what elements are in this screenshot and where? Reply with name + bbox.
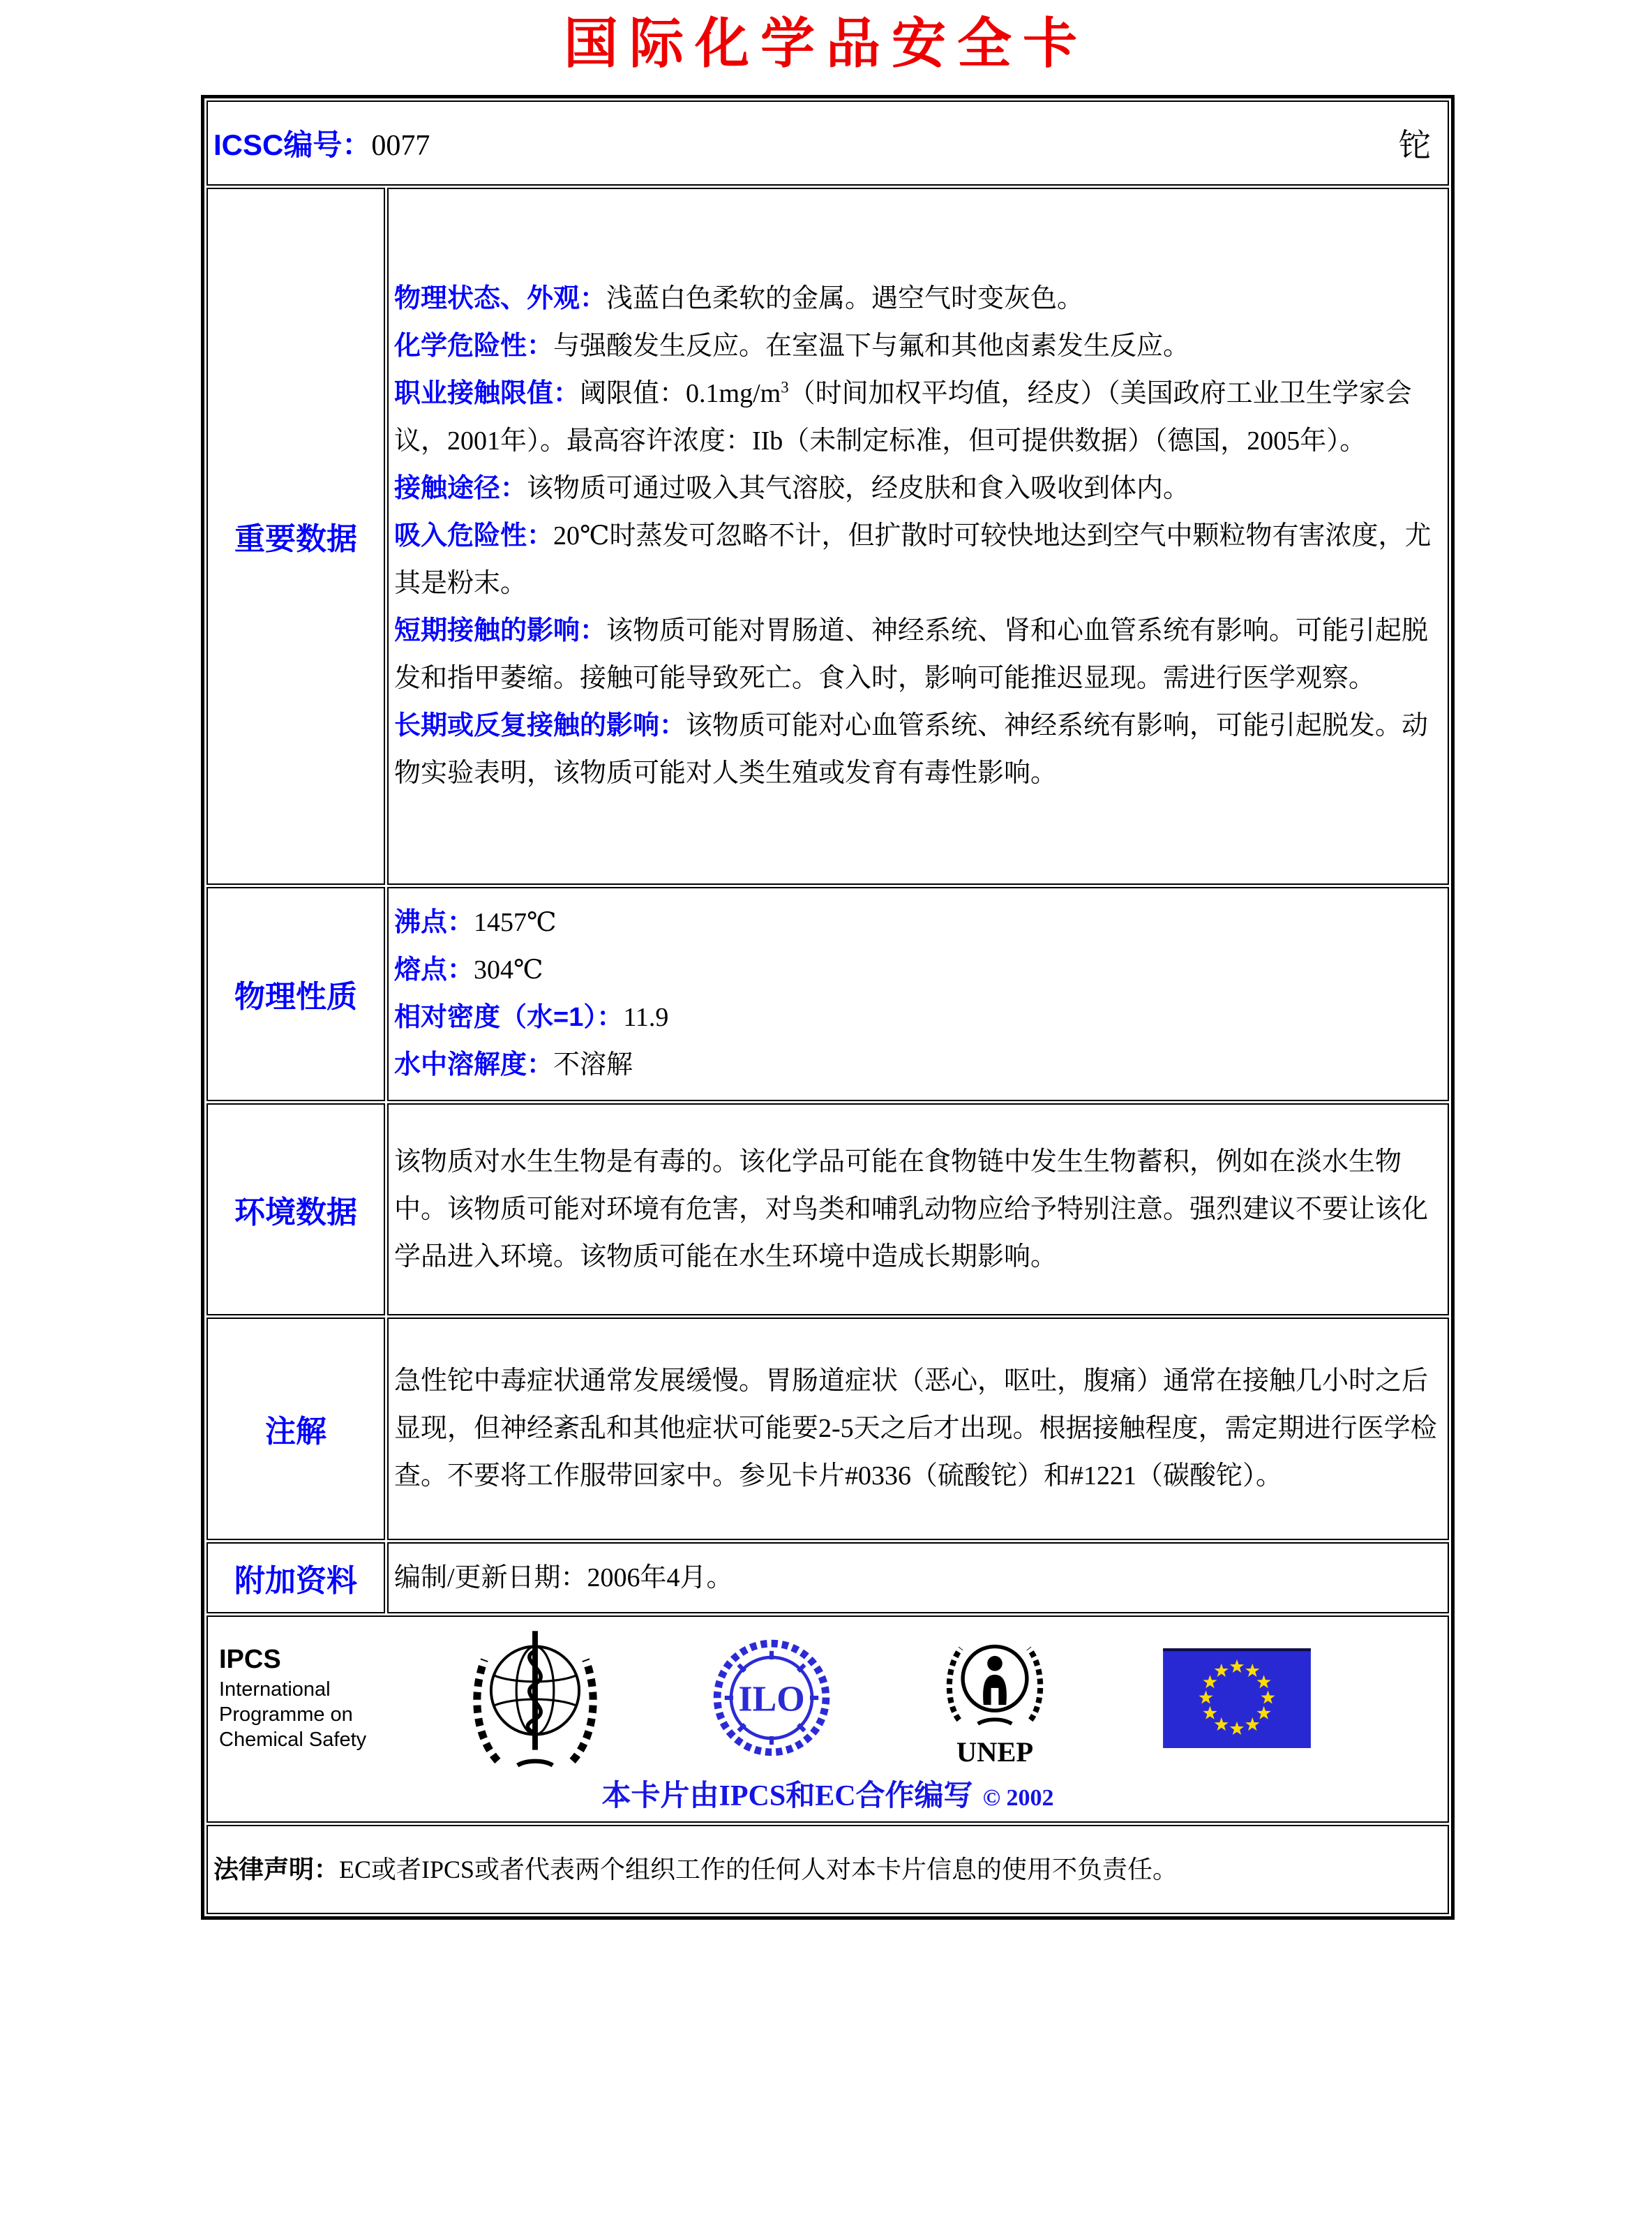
- legal-notice-text: EC或者IPCS或者代表两个组织工作的任何人对本卡片信息的使用不负责任。: [339, 1855, 1178, 1883]
- field-text-after: （时间加权平均值，经皮）（美国政府工业卫生学家会议，2001年）。最高容许浓度：IIb（未制定标准，但可提供数据）（德国，2005年）。: [394, 379, 1412, 456]
- ipcs-acronym: IPCS: [219, 1645, 281, 1675]
- legal-notice-cell: [206, 1825, 1449, 1914]
- footer-caption: [215, 1773, 1441, 1814]
- logos-cell: [206, 1615, 1449, 1823]
- icsc-card-table: [201, 95, 1455, 1920]
- ipcs-name-line: Programme on: [219, 1703, 353, 1726]
- field-label: 接触途径：: [394, 474, 527, 504]
- paragraph-short-term-effects: [394, 607, 1438, 702]
- property-water-solubility: [394, 1041, 1438, 1089]
- who-emblem-icon: [469, 1627, 601, 1770]
- paragraph-inhalation-risk: [394, 512, 1438, 607]
- property-label: 水中溶解度：: [394, 1050, 554, 1080]
- unep-emblem-icon: [938, 1629, 1051, 1766]
- field-label: 职业接触限值：: [394, 379, 580, 409]
- notes-text: 急性铊中毒症状通常发展缓慢。胃肠道症状（恶心，呕吐，腹痛）通常在接触几小时之后显现，但神经紊乱和其他症状可能要2-5天之后才出现。根据接触程度，需定期进行医学检查。不要将工作服带回家中。参见卡片#0336（硫酸铊）和#1221（碳酸铊）。: [394, 1366, 1437, 1491]
- unep-logo-text: UNEP: [956, 1736, 1034, 1767]
- physical-properties-row: [206, 887, 1449, 1101]
- icsc-number-cell: [206, 100, 1449, 186]
- paragraph-chemical-danger: [394, 322, 1438, 370]
- property-label: 熔点：: [394, 955, 474, 985]
- field-label: 化学危险性：: [394, 331, 554, 361]
- ilo-logo-text: ILO: [738, 1679, 805, 1719]
- important-data-content: [387, 188, 1449, 885]
- property-melting-point: [394, 946, 1438, 994]
- section-label-environmental-data: 环境数据: [206, 1103, 385, 1315]
- field-text: 20℃时蒸发可忽略不计，但扩散时可较快地达到空气中颗粒物有害浓度，尤其是粉末。: [394, 521, 1432, 599]
- field-text: 与强酸发生反应。在室温下与氟和其他卤素发生反应。: [553, 331, 1190, 361]
- ipcs-name-line: Chemical Safety: [219, 1729, 367, 1752]
- notes-row: [206, 1318, 1449, 1540]
- field-label: 长期或反复接触的影响：: [394, 711, 686, 741]
- logos-row: [206, 1615, 1449, 1823]
- field-label: 物理状态、外观：: [394, 284, 607, 314]
- paragraph-occupational-limits: [394, 370, 1438, 465]
- notes-content: [387, 1318, 1449, 1540]
- ipcs-name-line: International: [219, 1678, 331, 1701]
- paragraph-exposure-routes: [394, 465, 1438, 512]
- property-value: 11.9: [623, 1003, 669, 1033]
- field-label: 短期接触的影响：: [394, 616, 607, 646]
- section-label-notes: 注解: [206, 1318, 385, 1540]
- additional-info-text: 编制/更新日期：2006年4月。: [394, 1562, 733, 1592]
- property-relative-density: [394, 994, 1438, 1041]
- chemical-name: 铊: [1399, 127, 1431, 163]
- field-text: 该物质可能对心血管系统、神经系统有影响，可能引起脱发。动物实验表明，该物质可能对人类生殖或发育有毒性影响。: [394, 711, 1429, 789]
- icsc-number-label: ICSC编号：: [213, 128, 372, 161]
- legal-notice-row: [206, 1825, 1449, 1914]
- important-data-row: [206, 188, 1449, 885]
- paragraph-long-term-effects: [394, 702, 1438, 797]
- field-label: 吸入危险性：: [394, 521, 554, 551]
- copyright-text: © 2002: [982, 1784, 1054, 1811]
- caption-text: 本卡片由IPCS和EC合作编写: [601, 1779, 973, 1812]
- legal-notice-label: 法律声明：: [213, 1854, 340, 1883]
- additional-info-row: [206, 1542, 1449, 1613]
- superscript-3: 3: [781, 378, 789, 396]
- paragraph-physical-state: [394, 275, 1438, 322]
- physical-properties-content: [387, 887, 1449, 1101]
- property-label: 相对密度（水=1）：: [394, 1003, 624, 1033]
- icsc-number-row: [206, 100, 1449, 186]
- field-text: 该物质可通过吸入其气溶胶，经皮肤和食入吸收到体内。: [527, 474, 1190, 504]
- icsc-number-group: [213, 122, 430, 164]
- property-value: 不溶解: [553, 1050, 633, 1080]
- field-text: 阈限值：0.1mg/m: [580, 379, 781, 409]
- page-title: 国际化学品安全卡: [563, 13, 1088, 74]
- field-text: 该物质可能对胃肠道、神经系统、肾和心血管系统有影响。可能引起脱发和指甲萎缩。接触可能导致死亡。食入时，影响可能推迟显现。需进行医学观察。: [394, 616, 1429, 694]
- additional-info-content: [387, 1542, 1449, 1613]
- field-text: 浅蓝白色柔软的金属。遇空气时变灰色。: [606, 284, 1084, 314]
- property-boiling-point: [394, 899, 1438, 946]
- environmental-data-text: 该物质对水生生物是有毒的。该化学品可能在食物链中发生生物蓄积，例如在淡水生物中。该物质可能对环境有危害，对鸟类和哺乳动物应给予特别注意。强烈建议不要让该化学品进入环境。该物质可能在水生环境中造成长期影响。: [394, 1147, 1429, 1271]
- section-label-important-data: 重要数据: [206, 188, 385, 885]
- environmental-data-content: [387, 1103, 1449, 1315]
- section-label-additional-info: 附加资料: [206, 1542, 385, 1613]
- eu-flag-icon: [1163, 1648, 1311, 1748]
- icsc-number-value: 0077: [371, 129, 430, 162]
- environmental-data-row: [206, 1103, 1449, 1315]
- section-label-physical-properties: 物理性质: [206, 887, 385, 1101]
- property-label: 沸点：: [394, 908, 474, 938]
- property-value: 1457℃: [474, 908, 557, 938]
- ilo-emblem-icon: [713, 1636, 830, 1760]
- ipcs-text-block: [219, 1643, 407, 1752]
- property-value: 304℃: [474, 955, 543, 985]
